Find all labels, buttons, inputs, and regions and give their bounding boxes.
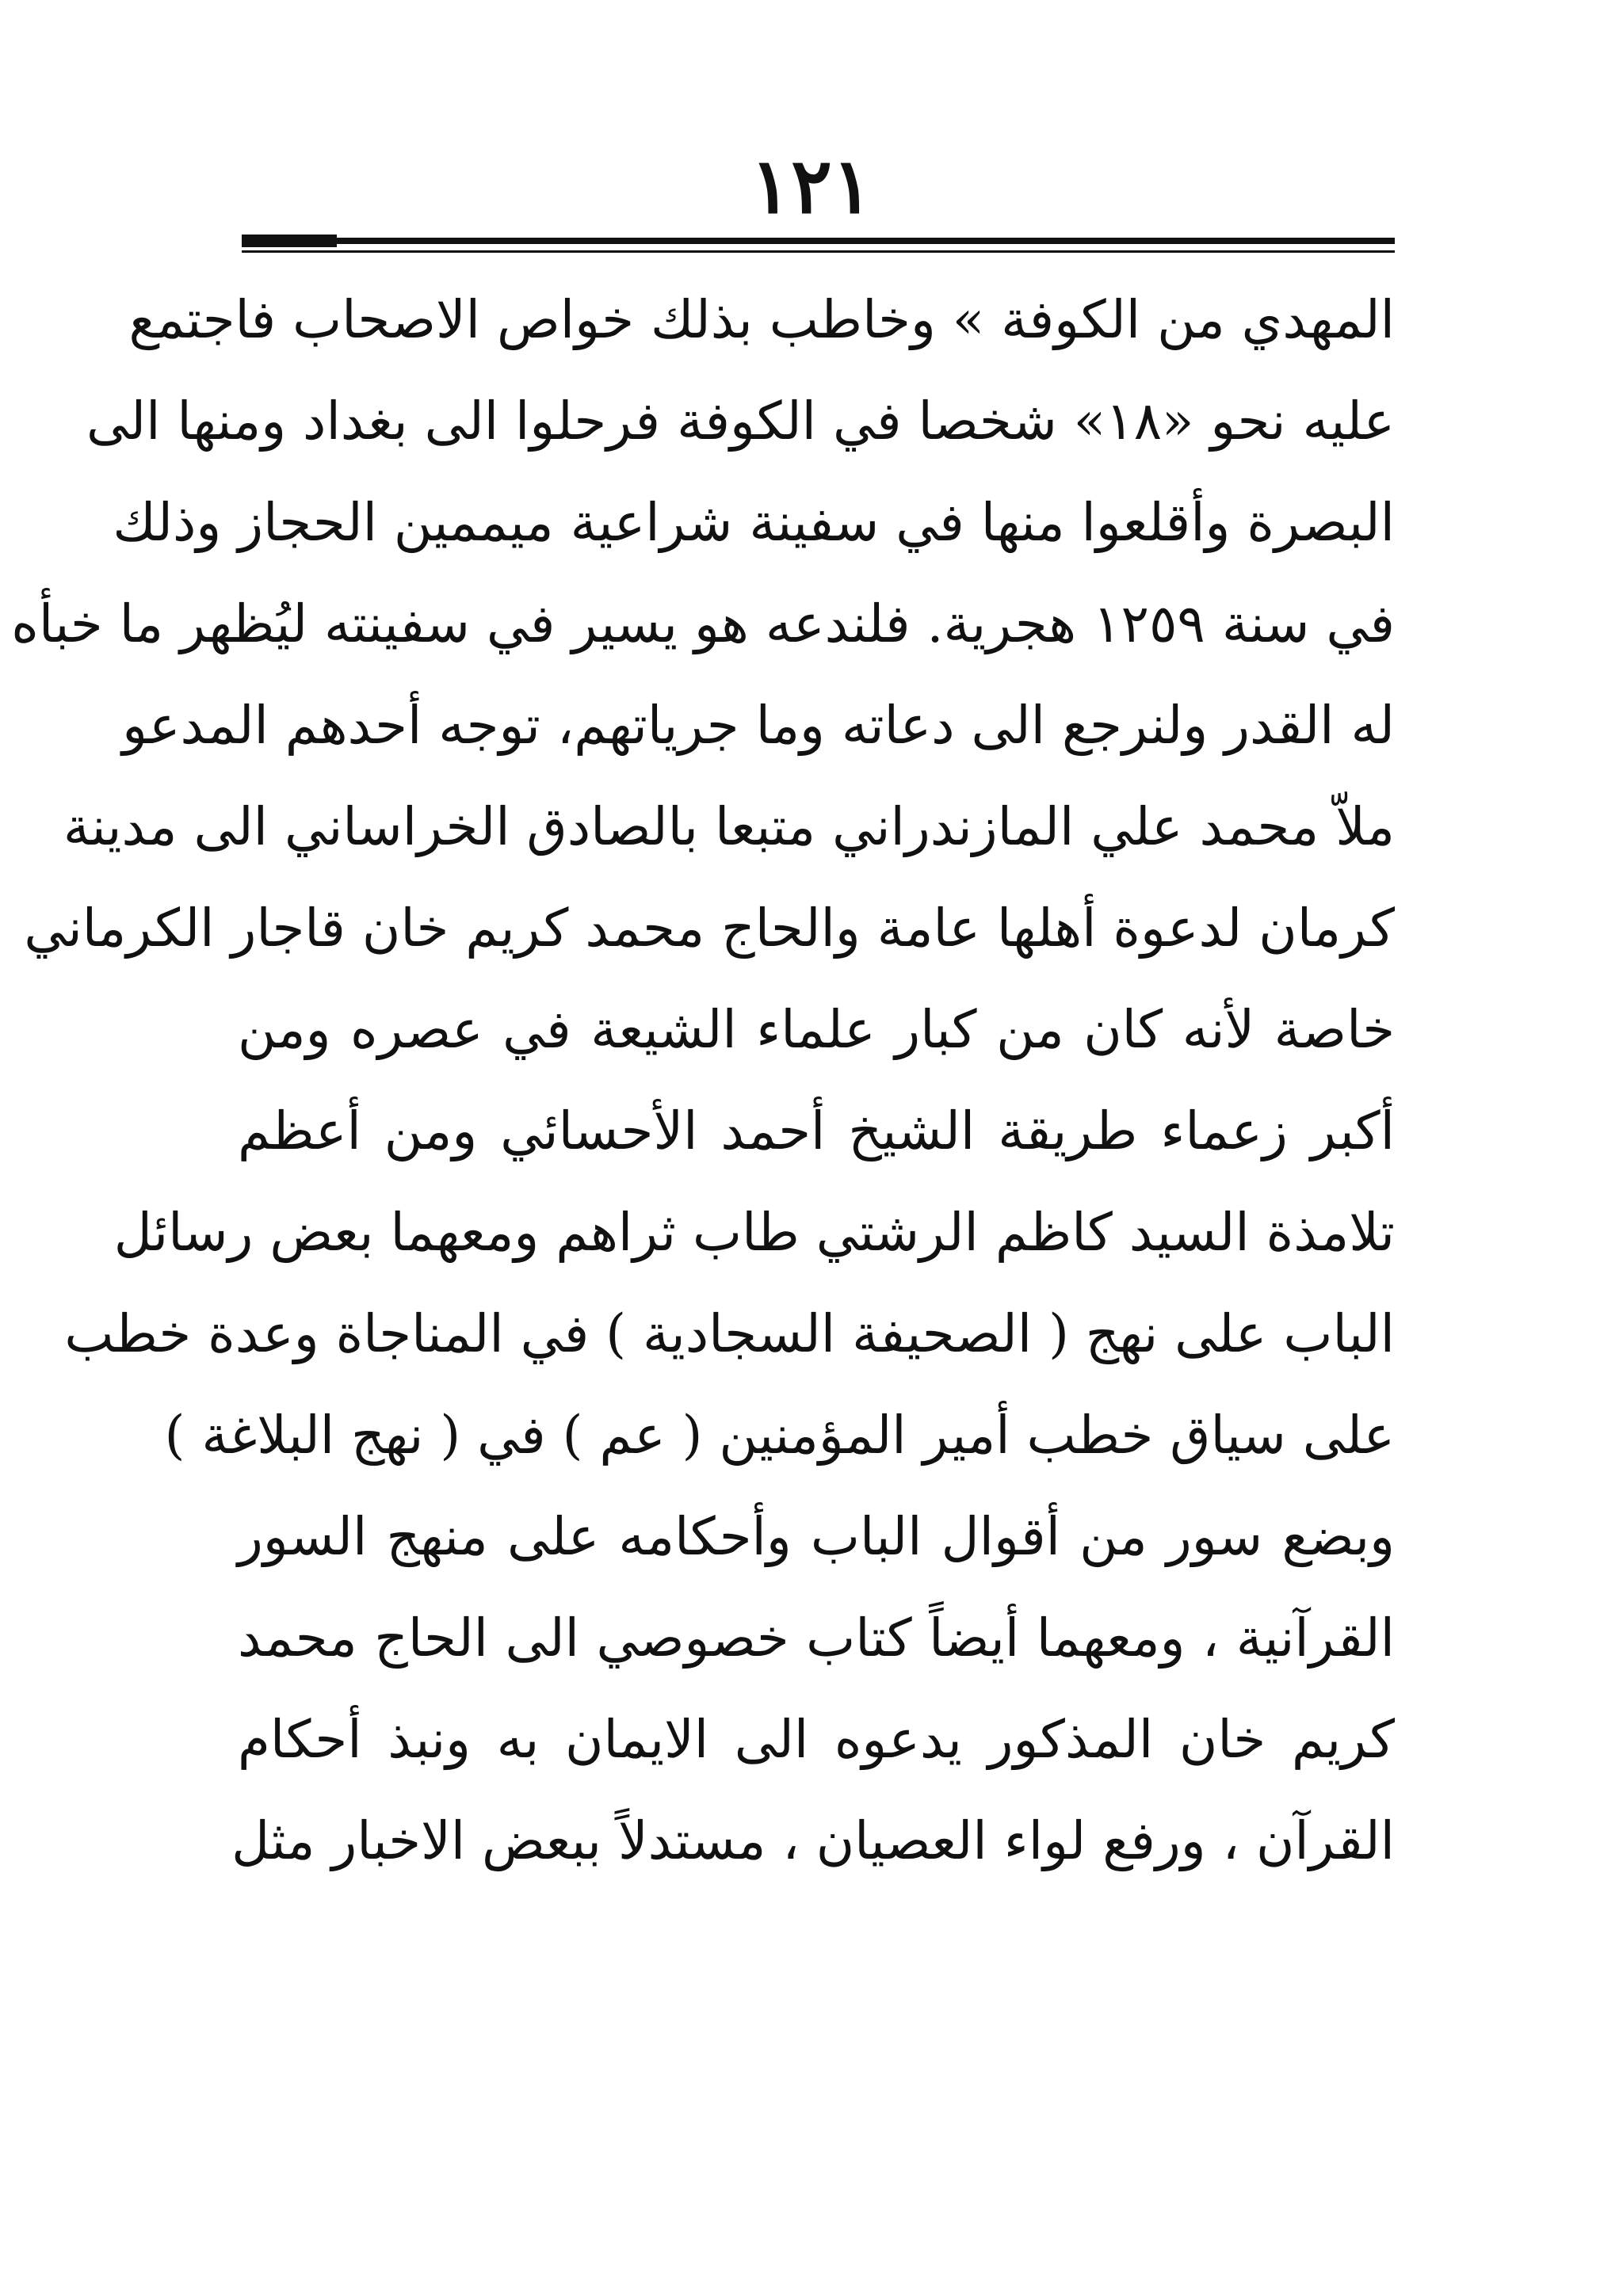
text-line: على سياق خطب أمير المؤمنين ( عم ) في ( نهج البلاغة ): [164, 1405, 1395, 1466]
text-line: عليه نحو «١٨» شخصا في الكوفة فرحلوا الى بغداد ومنها الى: [86, 391, 1395, 452]
text-line: الباب على نهج ( الصحيفة السجادية ) في المناجاة وعدة خطب: [64, 1303, 1395, 1364]
text-line: البصرة وأقلعوا منها في سفينة شراعية ميممين الحجاز وذلك: [113, 492, 1395, 553]
text-line: القرآنية ، ومعهما أيضاً كتاب خصوصي الى الحاج محمد: [238, 1608, 1395, 1669]
header-rule-thin: [242, 250, 1395, 253]
text-line: وبضع سور من أقوال الباب وأحكامه على منهج السور: [238, 1506, 1395, 1567]
text-line: ملاّ محمد علي المازندراني متبعا بالصادق الخراساني الى مدينة: [63, 796, 1395, 857]
text-line: القرآن ، ورفع لواء العصيان ، مستدلاً ببعض الاخبار مثل: [231, 1810, 1395, 1871]
text-line: كرمان لدعوة أهلها عامة والحاج محمد كريم خان قاجار الكرماني: [24, 898, 1395, 959]
text-line: خاصة لأنه كان من كبار علماء الشيعة في عصره ومن: [238, 999, 1395, 1060]
page-number: ١٢١: [750, 141, 873, 231]
text-line: له القدر ولنرجع الى دعاته وما جرياتهم، توجه أحدهم المدعو: [122, 695, 1395, 756]
text-line: كريم خان المذكور يدعوه الى الايمان به ونبذ أحكام: [238, 1709, 1395, 1770]
header-rule-thick: [242, 238, 1395, 244]
text-line: المهدي من الكوفة » وخاطب بذلك خواص الاصحاب فاجتمع: [128, 289, 1395, 350]
text-line: أكبر زعماء طريقة الشيخ أحمد الأحسائي ومن أعظم: [238, 1100, 1395, 1161]
body-text: [11, 269, 1395, 1892]
text-line: تلامذة السيد كاظم الرشتي طاب ثراهم ومعهما بعض رسائل: [113, 1202, 1395, 1263]
text-line: في سنة ١٢٥٩ هجرية. فلندعه هو يسير في سفينته ليُظهر ما خبأه: [11, 593, 1395, 654]
